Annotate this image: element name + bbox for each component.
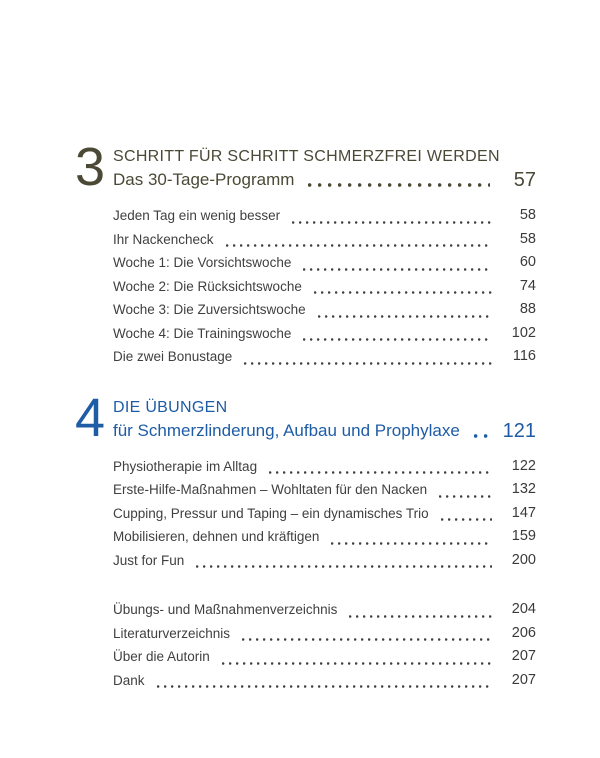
chapter-entries [113,455,536,573]
chapter-heading [75,137,536,197]
toc-entry [113,298,536,322]
toc-entry-label: Erste-Hilfe-Maßnahmen – Wohltaten für den Nacken [113,482,428,497]
dotted-leader [331,542,492,545]
dotted-leader [303,268,492,271]
toc-entry-label: Just for Fun [113,552,185,568]
dotted-leader [222,662,492,665]
toc-entry-page: 200 [511,551,536,568]
dotted-leader [242,638,492,641]
toc-entry-page: 159 [511,528,536,544]
toc-entry-page: 102 [511,324,536,341]
dotted-leader [314,291,492,294]
chapter-list [75,137,536,572]
chapter-page-number: 57 [513,169,536,191]
toc-entry-label: Woche 2: Die Rücksichtswoche [113,278,302,294]
toc-entry-label: Übungs- und Maßnahmenverzeichnis [113,602,338,617]
toc-entry [113,598,536,622]
toc-entry-page: 206 [511,624,536,641]
toc-entry-label: Mobilisieren, dehnen und kräftigen [113,529,320,544]
toc-entry-label: Jeden Tag ein wenig besser [113,208,281,223]
toc-entry-page: 132 [511,481,536,497]
chapter-subtitle: Das 30-Tage-Programm [113,170,295,189]
toc-entry [113,502,536,526]
chapter-heading [75,387,536,448]
dotted-leader [226,244,492,247]
toc-entry-label: Die zwei Bonustage [113,349,233,364]
toc-entry [113,525,536,549]
chapter-entries [113,204,536,369]
toc-entry-label: Woche 3: Die Zuversichtswoche [113,302,306,317]
toc-entry [113,322,536,346]
chapter-number: 3 [75,137,105,197]
toc-entry-page: 122 [511,457,536,474]
toc-entry-page: 116 [512,348,536,364]
toc-entry-label: Ihr Nackencheck [113,231,214,247]
dotted-leader [349,615,492,618]
toc-entry-page: 207 [511,648,536,664]
chapter-title: DIE ÜBUNGEN [113,398,228,416]
chapter-number: 4 [75,387,105,448]
toc-entry-label: Cupping, Pressur und Taping – ein dynamisches Trio [113,505,429,521]
toc-entry [113,204,536,228]
chapter-3-section [75,137,536,369]
dotted-leader [308,183,490,187]
toc-entry-page: 88 [519,301,536,317]
chapter-page-number: 121 [502,419,536,442]
toc-entry [113,251,536,275]
toc-entry-label: Literaturverzeichnis [113,625,231,641]
chapter-4-section [75,387,536,573]
toc-entry [113,669,536,693]
toc-entry-label: Woche 4: Die Trainingswoche [113,325,292,341]
dotted-leader [244,362,492,365]
toc-entry-label: Dank [113,672,145,688]
toc-entry-page: 60 [519,254,536,270]
toc-entry-page: 204 [511,601,536,617]
toc-entry [113,455,536,479]
toc-entry [113,478,536,502]
toc-entry [113,645,536,669]
toc-entry [113,549,536,573]
chapter-subtitle: für Schmerzlinderung, Aufbau und Prophylaxe [113,420,460,440]
dotted-leader [474,434,490,438]
chapter-title: SCHRITT FÜR SCHRITT SCHMERZFREI WERDEN [113,148,500,165]
toc-entry [113,622,536,646]
dotted-leader [303,338,492,341]
toc-entry-page: 207 [511,671,536,688]
dotted-leader [439,495,492,498]
toc-entry [113,228,536,252]
dotted-leader [269,471,492,474]
toc-entry-label: Physiotherapie im Alltag [113,458,258,474]
toc-entry [113,345,536,369]
dotted-leader [157,685,492,688]
toc-entry-page: 74 [519,277,536,294]
dotted-leader [318,315,492,318]
toc-entry-page: 58 [519,230,536,247]
toc-entry-page: 58 [519,207,536,223]
dotted-leader [292,221,492,224]
dotted-leader [196,565,492,568]
dotted-leader [441,518,492,521]
toc-entry-page: 147 [511,504,536,521]
toc-entry-label: Woche 1: Die Vorsichtswoche [113,255,292,270]
toc-entry [113,275,536,299]
backmatter-list [113,598,536,692]
toc-entry-label: Über die Autorin [113,649,210,664]
